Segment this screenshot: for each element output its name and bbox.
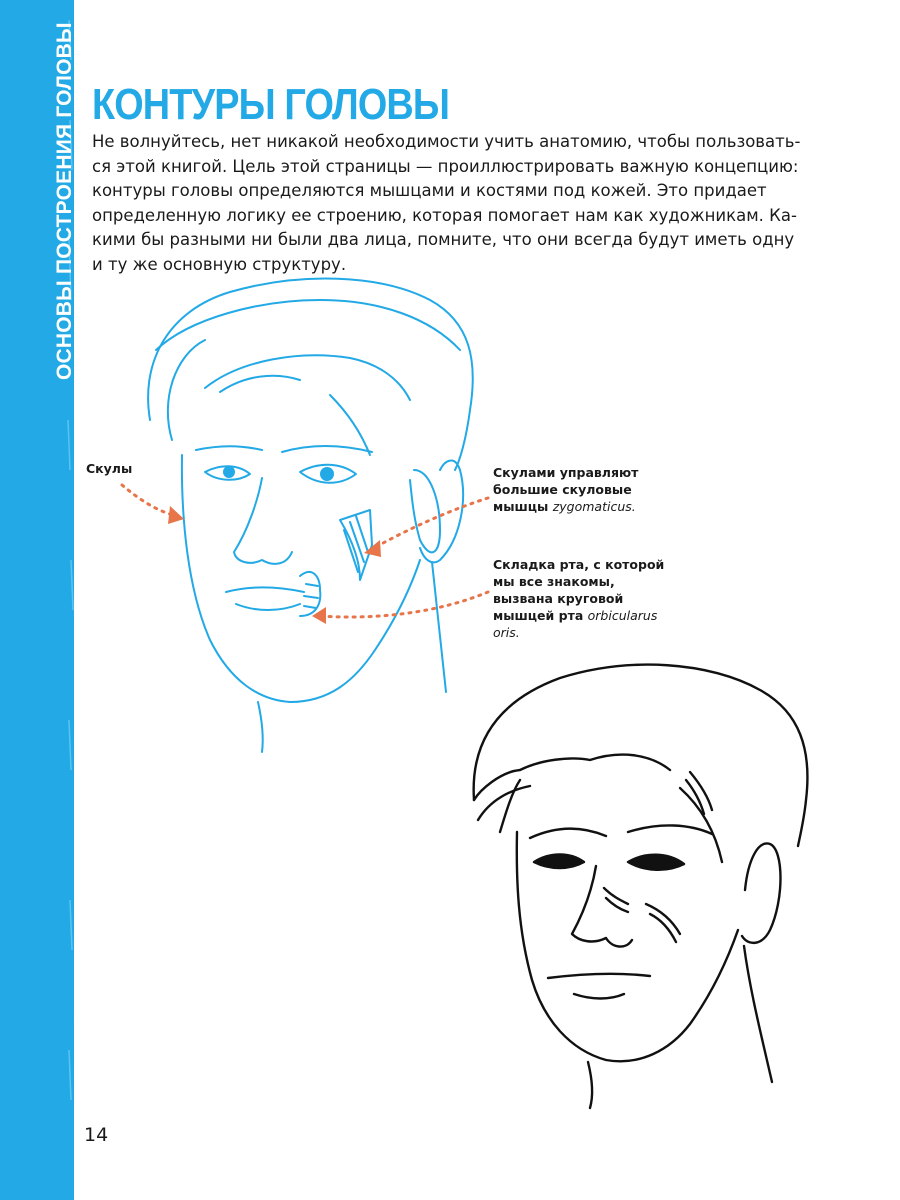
intro-line: ся этой книгой. Цель этой страницы — проиллюстрировать важную концепцию: bbox=[92, 156, 799, 176]
annotation-arrows bbox=[122, 485, 488, 617]
intro-line: контуры головы определяются мышцами и костями под кожей. Это придает bbox=[92, 181, 767, 200]
latin-term: orbicularus bbox=[587, 608, 658, 623]
annotation-text: мы все знакомы, bbox=[493, 574, 615, 589]
annotation-text: мышцы bbox=[493, 499, 553, 514]
annotation-zygomatic bbox=[493, 464, 638, 515]
annotation-text: Скулами управляют bbox=[493, 465, 639, 480]
annotation-text: Складка рта, с которой bbox=[493, 557, 665, 572]
ink-head bbox=[474, 665, 808, 1108]
intro-line: кими бы разными ни были два лица, помните, что они всегда будут иметь одну bbox=[92, 230, 795, 249]
latin-term: oris. bbox=[493, 625, 520, 640]
annotation-cheeks bbox=[86, 460, 132, 477]
page-number: 14 bbox=[84, 1124, 109, 1146]
intro-line: Не волнуйтесь, нет никакой необходимости учить анатомию, чтобы пользовать- bbox=[92, 132, 801, 151]
annotation-text: вызвана круговой bbox=[493, 591, 624, 606]
sidebar-section-title: ОСНОВЫ ПОСТРОЕНИЯ ГОЛОВЫ bbox=[53, 22, 76, 380]
annotation-line bbox=[493, 624, 664, 641]
arrow-heads bbox=[168, 506, 381, 624]
page-title: КОНТУРЫ ГОЛОВЫ bbox=[92, 80, 450, 129]
intro-line: определенную логику ее строению, которая помогает нам как художникам. Ка- bbox=[92, 205, 797, 225]
annotation-mouth bbox=[493, 556, 664, 641]
blue-sketch-head bbox=[148, 279, 473, 752]
annotation-text: большие скуловые bbox=[493, 482, 632, 497]
annotation-text: мышцей рта bbox=[493, 608, 588, 623]
annotation-line bbox=[493, 607, 664, 624]
intro-line: и ту же основную структуру. bbox=[92, 254, 347, 274]
latin-term: zygomaticus. bbox=[552, 499, 636, 514]
annotation-text: Скулы bbox=[86, 461, 133, 476]
annotation-line bbox=[493, 498, 638, 515]
